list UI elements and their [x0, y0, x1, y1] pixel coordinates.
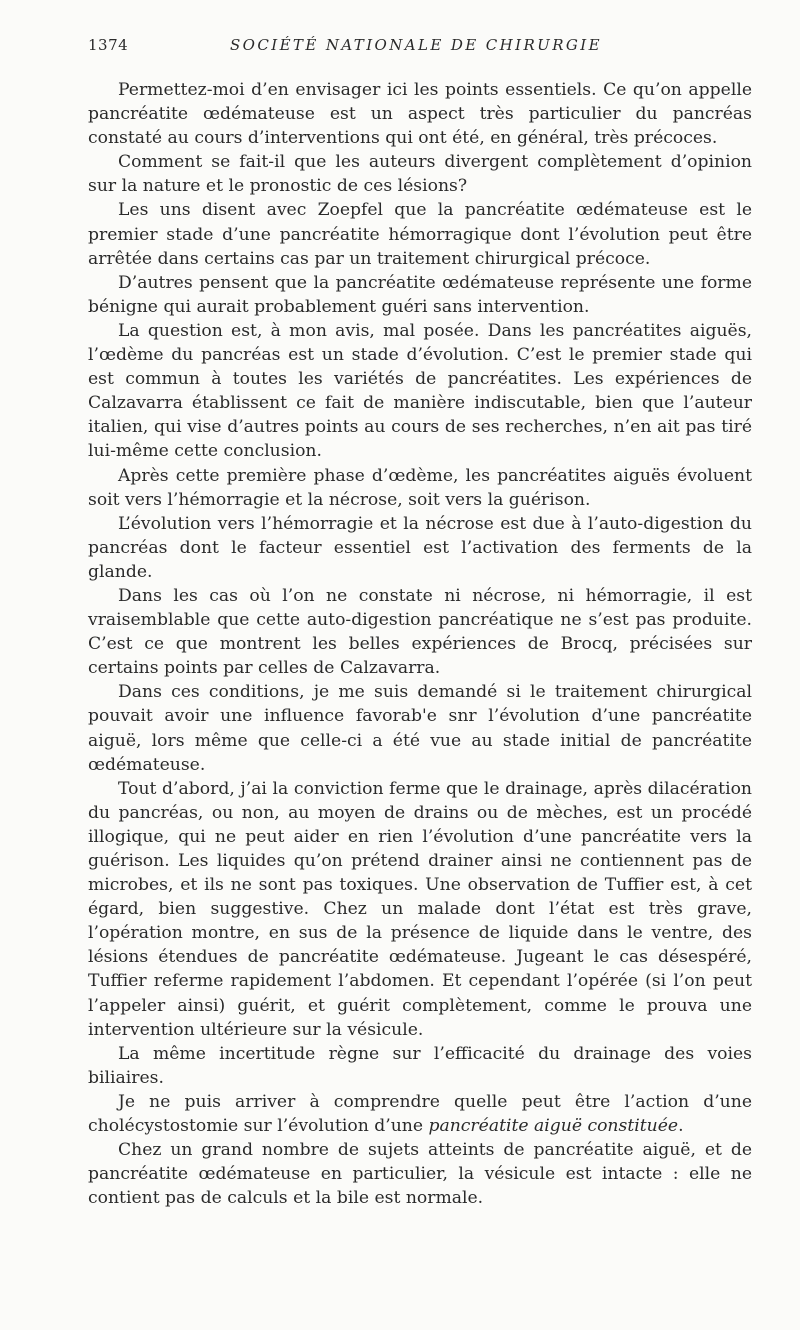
paragraph-2: Comment se fait-il que les auteurs divergent complètement d’opinion sur la nature et le pronostic de ces lésions?	[88, 152, 752, 197]
paragraph-6: Après cette première phase d’œdème, les pancréatites aiguës évoluent soit vers l’hémorragie et la nécrose, soit vers la guérison.	[88, 465, 752, 510]
running-head	[88, 36, 752, 58]
paragraph-1: Permettez-moi d’en envisager ici les points essentiels. Ce qu’on appelle pancréatite œdémateuse est un aspect très particulier du pancréas constaté au cours d’interventions qui ont été, en général, très précoces.	[88, 80, 752, 149]
paragraph-8: Dans les cas où l’on ne constate ni nécrose, ni hémorragie, il est vraisemblable que cette auto-digestion pancréatique ne s’est pas produite. C’est ce que montrent les belles expériences de Brocq, précisées sur certains points par celles de Calzavarra.	[88, 585, 752, 679]
paragraph-9: Dans ces conditions, je me suis demandé si le traitement chirurgical pouvait avoir une influence favorab'e snr l’évolution d’une pancréatite aiguë, lors même que celle-ci a été vue au stade initial de pancréatite œdémateuse.	[88, 682, 752, 775]
paragraph-5: La question est, à mon avis, mal posée. Dans les pancréatites aiguës, l’œdème du pancréas est un stade d’évolution. C’est le premier stade qui est commun à toutes les variétés de pancréatites. Les expériences de Calzavarra établissent ce fait de manière indiscutable, bien que l’auteur italien, qui vise d’autres points au cours de ses recherches, n’en ait pas tiré lui-même cette conclusion.	[88, 320, 752, 462]
paragraph-11: La même incertitude règne sur l’efficacité du drainage des voies biliaires.	[88, 1043, 752, 1088]
paragraph-7: L’évolution vers l’hémorragie et la nécrose est due à l’auto-digestion du pancréas dont le facteur essentiel est l’activation des ferments de la glande.	[88, 513, 752, 582]
paragraph-12-text: Je ne puis arriver à comprendre quelle peut être l’action d’une cholécystostomie sur l’évolution d’une	[88, 1091, 752, 1137]
body-text	[88, 78, 752, 1210]
paragraph-4: D’autres pensent que la pancréatite œdémateuse représente une forme bénigne qui aurait probablement guéri sans intervention.	[88, 272, 752, 317]
paragraph-12-end: .	[678, 1116, 684, 1137]
paragraph-12-italic: pancréatite aiguë constituée	[428, 1116, 679, 1137]
journal-title: SOCIÉTÉ NATIONALE DE CHIRURGIE	[230, 36, 602, 54]
paragraph-12	[88, 1090, 752, 1138]
paragraph-10: Tout d’abord, j’ai la conviction ferme que le drainage, après dilacération du pancréas, ou non, au moyen de drains ou de mèches, est un procédé illogique, qui ne peut aider en rien l’évolution d’une pancréatite vers la guérison. Les liquides qu’on prétend drainer ainsi ne contiennent pas de microbes, et ils ne sont pas toxiques. Une observation de Tuffier est, à cet égard, bien suggestive. Chez un malade dont l’état est très grave, l’opération montre, en sus de la présence de liquide dans le ventre, des lésions étendues de pancréatite œdémateuse. Jugeant le cas désespéré, Tuffier referme rapidement l’abdomen. Et cependant l’opérée (si l’on peut l’appeler ainsi) guérit, et guérit complètement, comme le prouva une intervention ultérieure sur la vésicule.	[88, 778, 752, 1040]
page-number: 1374	[88, 36, 129, 54]
paragraph-13: Chez un grand nombre de sujets atteints de pancréatite aiguë, et de pancréatite œdémateuse en particulier, la vésicule est intacte : elle ne contient pas de calculs et la bile est normale.	[88, 1140, 752, 1209]
paragraph-3: Les uns disent avec Zoepfel que la pancréatite œdémateuse est le premier stade d’une pancréatite hémorragique dont l’évolution peut être arrêtée dans certains cas par un traitement chirurgical précoce.	[88, 200, 752, 269]
